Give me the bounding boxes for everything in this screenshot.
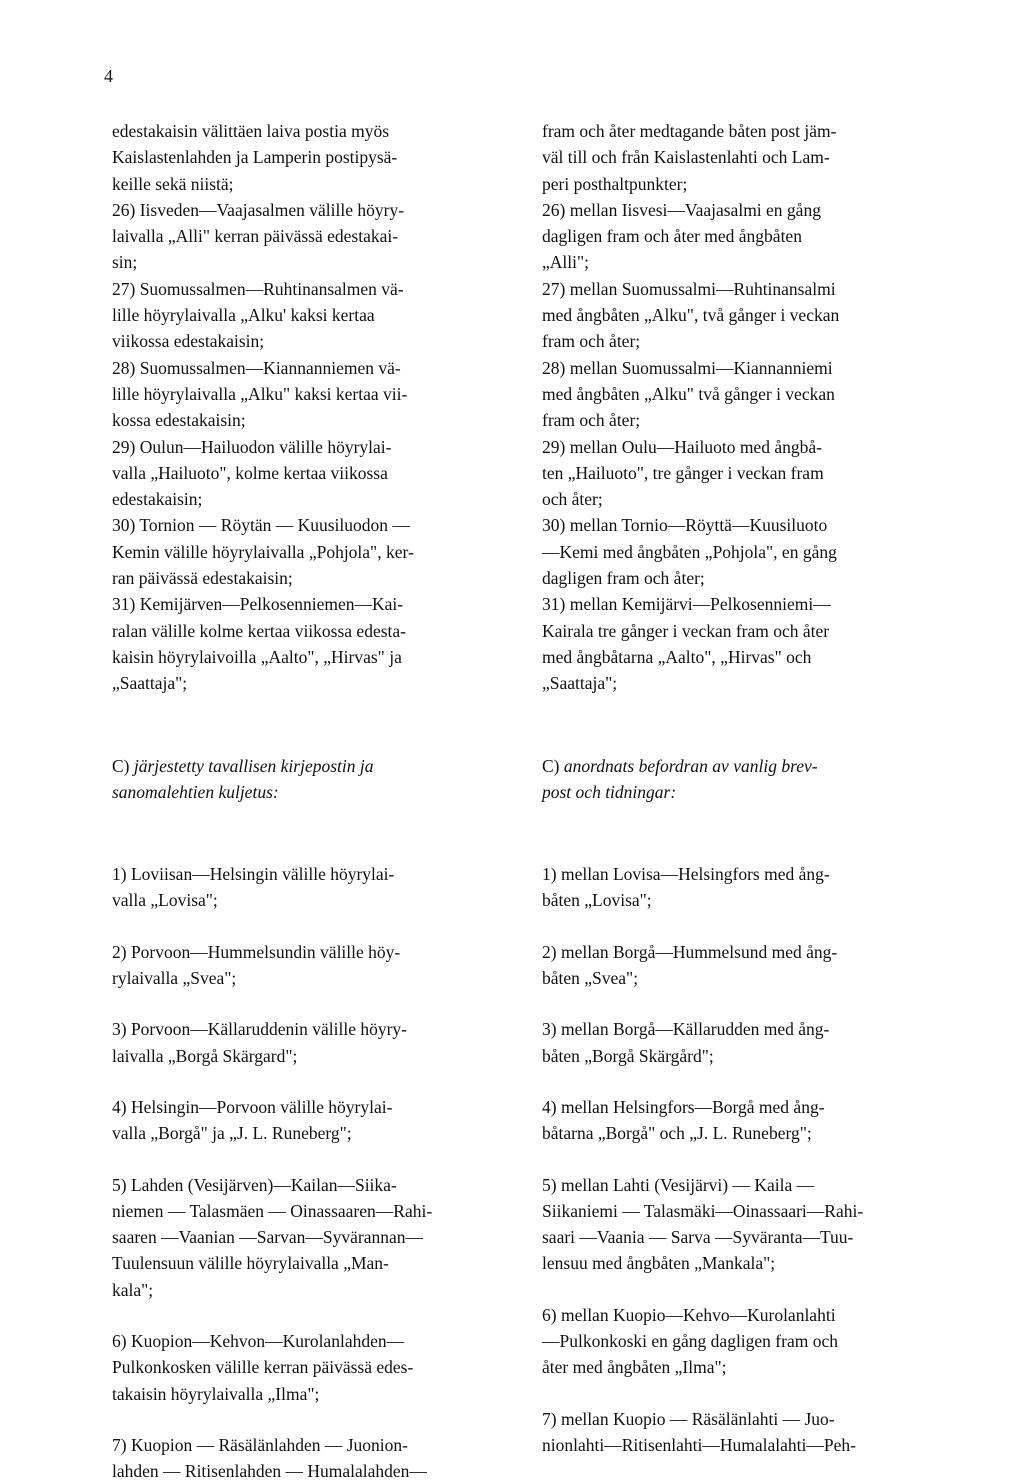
finnish-text-line: edestakaisin; [112, 489, 203, 510]
finnish-text-line: saaren —Vaanian —Sarvan—Syvärannan— [112, 1227, 424, 1248]
swedish-text-line: båten „Lovisa"; [542, 890, 652, 911]
finnish-heading-line: C) järjestetty tavallisen kirjepostin ja [112, 755, 374, 776]
swedish-text-line: Siikaniemi — Talasmäki—Oinassaari—Rahi- [542, 1200, 864, 1221]
finnish-route-list [112, 861, 512, 1484]
finnish-text-line: Kemin välille höyrylaivalla „Pohjola", ker- [112, 541, 414, 562]
finnish-text-line: 29) Oulun—Hailuodon välille höyrylai- [112, 436, 392, 457]
swedish-text-line: 7) mellan Kuopio — Räsälänlahti — Juo- [542, 1408, 835, 1429]
swedish-route-list [542, 861, 951, 1458]
finnish-text-line: „Saattaja"; [112, 673, 188, 694]
swedish-route-item [542, 1406, 951, 1459]
finnish-route-item [112, 861, 512, 914]
swedish-text-line: 31) mellan Kemijärvi—Pelkosenniemi— [542, 594, 831, 615]
swedish-text-line: 30) mellan Tornio—Röyttä—Kuusiluoto [542, 515, 828, 536]
finnish-text-line: 31) Kemijärven—Pelkosenniemen—Kai- [112, 594, 404, 615]
finnish-text-line: kala"; [112, 1279, 154, 1300]
finnish-text-line: 7) Kuopion — Räsälänlahden — Juonion- [112, 1434, 408, 1455]
swedish-column [542, 118, 951, 1458]
swedish-text-line: 28) mellan Suomussalmi—Kiannanniemi [542, 357, 833, 378]
swedish-text-line: dagligen fram och åter; [542, 568, 705, 589]
page-number: 4 [104, 66, 113, 86]
finnish-text-line: niemen — Talasmäen — Oinassaaren—Rahi- [112, 1200, 433, 1221]
swedish-top-text [542, 118, 951, 697]
finnish-text-line: 28) Suomussalmen—Kiannanniemen vä- [112, 357, 401, 378]
swedish-text-line: åter med ångbåten „Ilma"; [542, 1357, 727, 1378]
swedish-route-item [542, 1302, 951, 1381]
finnish-text-line: lille höyrylaivalla „Alku" kaksi kertaa vii- [112, 383, 408, 404]
finnish-text-line: laivalla „Borgå Skärgard"; [112, 1045, 298, 1066]
finnish-text-line: rylaivalla „Svea"; [112, 968, 237, 989]
swedish-text-line: 5) mellan Lahti (Vesijärvi) — Kaila — [542, 1174, 815, 1195]
finnish-text-line: 26) Iisveden—Vaajasalmen välille höyry- [112, 199, 405, 220]
finnish-route-item [112, 939, 512, 992]
swedish-text-line: 1) mellan Lovisa—Helsingfors med ång- [542, 864, 830, 885]
finnish-section-heading [112, 753, 512, 806]
finnish-text-line: kossa edestakaisin; [112, 410, 246, 431]
finnish-route-item [112, 1016, 512, 1069]
swedish-text-line: båten „Svea"; [542, 968, 639, 989]
swedish-text-line: ten „Hailuoto", tre gånger i veckan fram [542, 462, 824, 483]
swedish-text-line: båten „Borgå Skärgård"; [542, 1045, 714, 1066]
finnish-top-text [112, 118, 512, 697]
finnish-route-item [112, 1094, 512, 1147]
swedish-text-line: och åter; [542, 489, 603, 510]
finnish-text-line: Kaislastenlahden ja Lamperin postipysä- [112, 147, 398, 168]
finnish-text-line: Tuulensuun välille höyrylaivalla „Man- [112, 1253, 389, 1274]
swedish-text-line: saari —Vaania — Sarva —Syväranta—Tuu- [542, 1227, 854, 1248]
finnish-text-line: 5) Lahden (Vesijärven)—Kailan—Siika- [112, 1174, 397, 1195]
finnish-text-line: valla „Lovisa"; [112, 890, 218, 911]
swedish-text-line: Kairala tre gånger i veckan fram och åter [542, 620, 830, 641]
swedish-text-line: med ångbåten „Alku", två gånger i veckan [542, 305, 840, 326]
finnish-text-line: ran päivässä edestakaisin; [112, 568, 293, 589]
swedish-text-line: dagligen fram och åter med ångbåten [542, 226, 802, 247]
swedish-text-line: 27) mellan Suomussalmi—Ruhtinansalmi [542, 278, 836, 299]
swedish-text-line: 4) mellan Helsingfors—Borgå med ång- [542, 1096, 825, 1117]
swedish-route-item [542, 1172, 951, 1277]
swedish-text-line: fram och åter medtagande båten post jäm- [542, 121, 837, 141]
finnish-text-line: 2) Porvoon—Hummelsundin välille höy- [112, 941, 401, 962]
finnish-text-line: Pulkonkosken välille kerran päivässä edes- [112, 1357, 414, 1378]
swedish-text-line: —Kemi med ångbåten „Pohjola", en gång [542, 541, 837, 562]
finnish-text-line: lahden — Ritisenlahden — Humalalahden— [112, 1461, 427, 1482]
finnish-heading-line: sanomalehtien kuljetus: [112, 781, 279, 802]
finnish-text-line: lille höyrylaivalla „Alku' kaksi kertaa [112, 305, 375, 326]
swedish-text-line: peri posthaltpunkter; [542, 173, 688, 194]
finnish-text-line: 1) Loviisan—Helsingin välille höyrylai- [112, 864, 395, 885]
finnish-text-line: 3) Porvoon—Källaruddenin välille höyry- [112, 1019, 408, 1040]
swedish-text-line: med ångbåtarna „Aalto", „Hirvas" och [542, 646, 812, 667]
swedish-text-line: lensuu med ångbåten „Mankala"; [542, 1253, 776, 1274]
swedish-text-line: nionlahti—Ritisenlahti—Humalalahti—Peh- [542, 1434, 856, 1455]
swedish-text-line: väl till och från Kaislastenlahti och Lam- [542, 147, 830, 168]
swedish-text-line: 29) mellan Oulu—Hailuoto med ångbå- [542, 436, 822, 457]
finnish-text-line: keille sekä niistä; [112, 173, 234, 194]
swedish-text-line: 26) mellan Iisvesi—Vaajasalmi en gång [542, 199, 821, 220]
swedish-text-line: båtarna „Borgå" och „J. L. Runeberg"; [542, 1123, 812, 1144]
finnish-text-line: edestakaisin välittäen laiva postia myös [112, 121, 390, 141]
swedish-text-line: —Pulkonkoski en gång dagligen fram och [542, 1330, 838, 1351]
swedish-text-line: fram och åter; [542, 410, 641, 431]
finnish-text-line: 30) Tornion — Röytän — Kuusiluodon — [112, 515, 410, 536]
finnish-text-line: valla „Hailuoto", kolme kertaa viikossa [112, 462, 388, 483]
swedish-route-item [542, 1016, 951, 1069]
finnish-text-line: ralan välille kolme kertaa viikossa edesta- [112, 620, 406, 641]
swedish-section-heading [542, 753, 951, 806]
swedish-text-line: „Alli"; [542, 252, 589, 273]
swedish-text-line: „Saattaja"; [542, 673, 618, 694]
swedish-text-line: 2) mellan Borgå—Hummelsund med ång- [542, 941, 838, 962]
finnish-column [112, 118, 512, 1484]
swedish-route-item [542, 861, 951, 914]
finnish-text-line: viikossa edestakaisin; [112, 331, 265, 352]
swedish-route-item [542, 1094, 951, 1147]
finnish-text-line: valla „Borgå" ja „J. L. Runeberg"; [112, 1123, 352, 1144]
finnish-text-line: laivalla „Alli" kerran päivässä edestakai- [112, 226, 399, 247]
finnish-text-line: 4) Helsingin—Porvoon välille höyrylai- [112, 1096, 393, 1117]
swedish-text-line: med ångbåten „Alku" två gånger i veckan [542, 383, 835, 404]
swedish-text-line: 6) mellan Kuopio—Kehvo—Kurolanlahti [542, 1304, 836, 1325]
finnish-text-line: sin; [112, 252, 138, 273]
swedish-text-line: fram och åter; [542, 331, 641, 352]
finnish-text-line: takaisin höyrylaivalla „Ilma"; [112, 1383, 320, 1404]
swedish-text-line: 3) mellan Borgå—Källarudden med ång- [542, 1019, 830, 1040]
finnish-text-line: kaisin höyrylaivoilla „Aalto", „Hirvas" ja [112, 646, 402, 667]
finnish-route-item [112, 1172, 512, 1303]
finnish-text-line: 6) Kuopion—Kehvon—Kurolanlahden— [112, 1330, 405, 1351]
finnish-text-line: 27) Suomussalmen—Ruhtinansalmen vä- [112, 278, 404, 299]
finnish-route-item [112, 1328, 512, 1407]
swedish-heading-line: post och tidningar: [542, 781, 677, 802]
swedish-heading-line: C) anordnats befordran av vanlig brev- [542, 755, 818, 776]
swedish-route-item [542, 939, 951, 992]
finnish-route-item [112, 1432, 512, 1484]
